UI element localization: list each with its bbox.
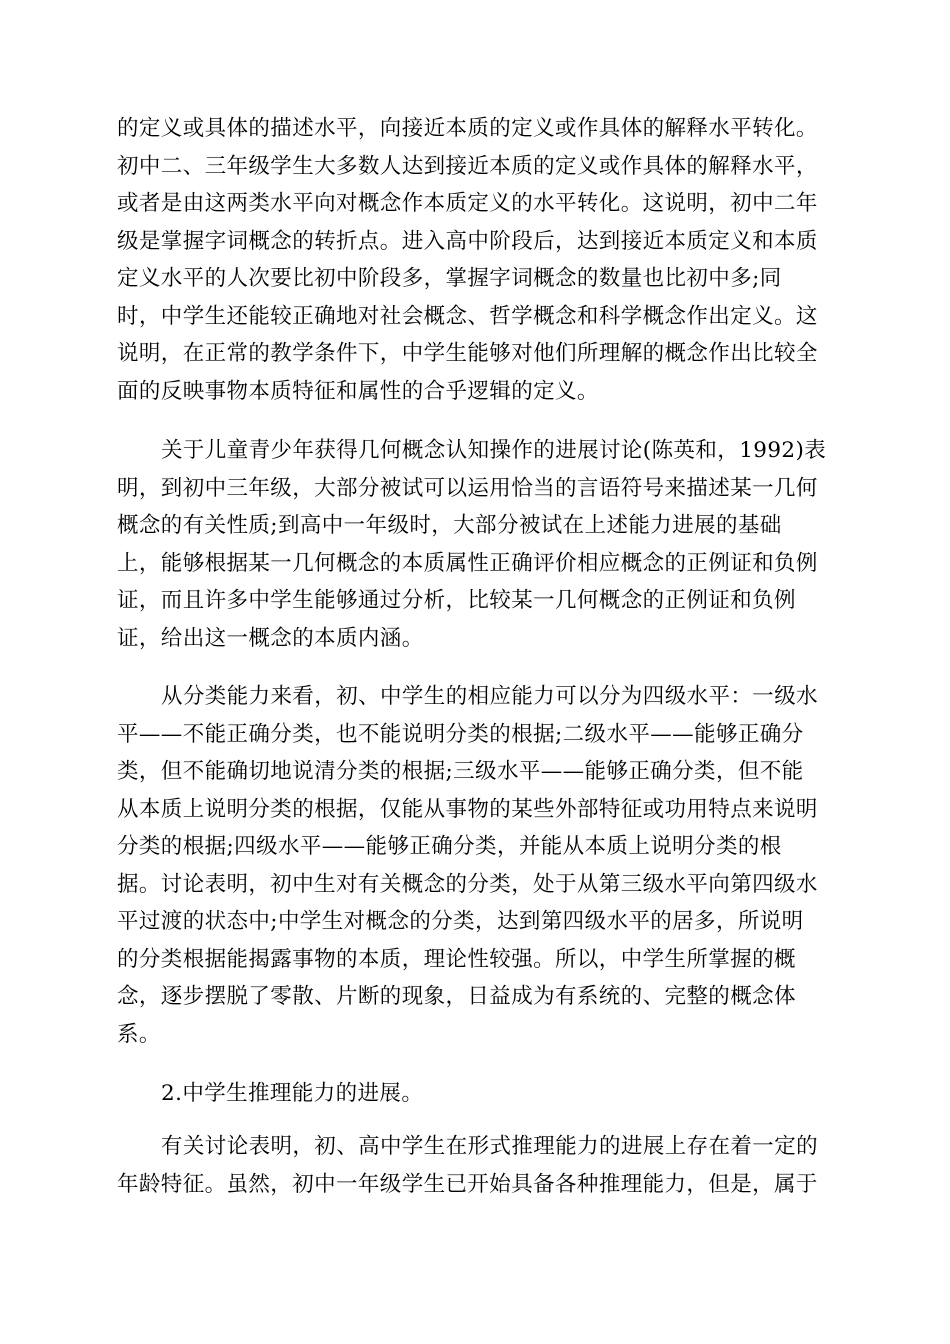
paragraph-classification-ability <box>117 678 837 1053</box>
text-line: 证，给出这一概念的本质内涵。 <box>117 625 424 651</box>
text-line: 说明，在正常的教学条件下，中学生能够对他们所理解的概念作出比较全 <box>117 341 818 366</box>
paragraph-formal-reasoning <box>117 1128 837 1203</box>
text-line: 面的反映事物本质特征和属性的合乎逻辑的定义。 <box>117 378 599 404</box>
text-line: 年龄特征。虽然，初中一年级学生已开始具备各种推理能力，但是，属于 <box>117 1171 818 1197</box>
text-line: 初中二、三年级学生大多数人达到接近本质的定义或作具体的解释水平， <box>117 153 818 179</box>
text-line: 念，逐步摆脱了零散、片断的现象，日益成为有系统的、完整的概念体 <box>117 984 796 1009</box>
section-heading-reasoning <box>117 1075 837 1113</box>
text-line: 从分类能力来看，初、中学生的相应能力可以分为四级水平：一级水 <box>161 684 819 709</box>
text-line: 定义水平的人次要比初中阶段多，掌握字词概念的数量也比初中多;同 <box>117 266 782 291</box>
text-line: 从本质上说明分类的根据，仅能从事物的某些外部特征或功用特点来说明 <box>117 796 818 822</box>
text-line: 级是掌握字词概念的转折点。进入高中阶段后，达到接近本质定义和本质 <box>117 228 818 254</box>
text-line: 证，而且许多中学生能够通过分析，比较某一几何概念的正例证和负例 <box>117 588 796 613</box>
text-line: 或者是由这两类水平向对概念作本质定义的水平转化。这说明，初中二年 <box>117 191 818 216</box>
section-heading: 2.中学生推理能力的进展。 <box>161 1081 424 1106</box>
text-line: 时，中学生还能较正确地对社会概念、哲学概念和科学概念作出定义。这 <box>117 303 818 329</box>
text-line: 的分类根据能揭露事物的本质，理论性较强。所以，中学生所掌握的概 <box>117 946 796 972</box>
text-line: 分类的根据;四级水平——能够正确分类，并能从本质上说明分类的根 <box>117 834 782 859</box>
text-line: 平过渡的状态中;中学生对概念的分类，达到第四级水平的居多，所说明 <box>117 909 804 934</box>
text-line: 有关讨论表明，初、高中学生在形式推理能力的进展上存在着一定的 <box>161 1134 819 1159</box>
text-line: 的定义或具体的描述水平，向接近本质的定义或作具体的解释水平转化。 <box>117 116 818 141</box>
text-line: 系。 <box>117 1021 161 1047</box>
text-line: 明，到初中三年级，大部分被试可以运用恰当的言语符号来描述某一几何 <box>117 475 818 501</box>
text-line: 据。讨论表明，初中生对有关概念的分类，处于从第三级水平向第四级水 <box>117 871 818 897</box>
text-line: 上，能够根据某一几何概念的本质属性正确评价相应概念的正例证和负例 <box>117 550 818 576</box>
text-line: 类，但不能确切地说清分类的根据;三级水平——能够正确分类，但不能 <box>117 759 804 784</box>
text-line: 概念的有关性质;到高中一年级时，大部分被试在上述能力进展的基础 <box>117 513 782 538</box>
paragraph-geometry-concepts <box>117 432 837 657</box>
paragraph-concept-definition <box>117 110 837 410</box>
text-line: 平——不能正确分类，也不能说明分类的根据;二级水平——能够正确分 <box>117 721 804 747</box>
text-line: 关于儿童青少年获得几何概念认知操作的进展讨论(陈英和，1992)表 <box>161 438 827 463</box>
